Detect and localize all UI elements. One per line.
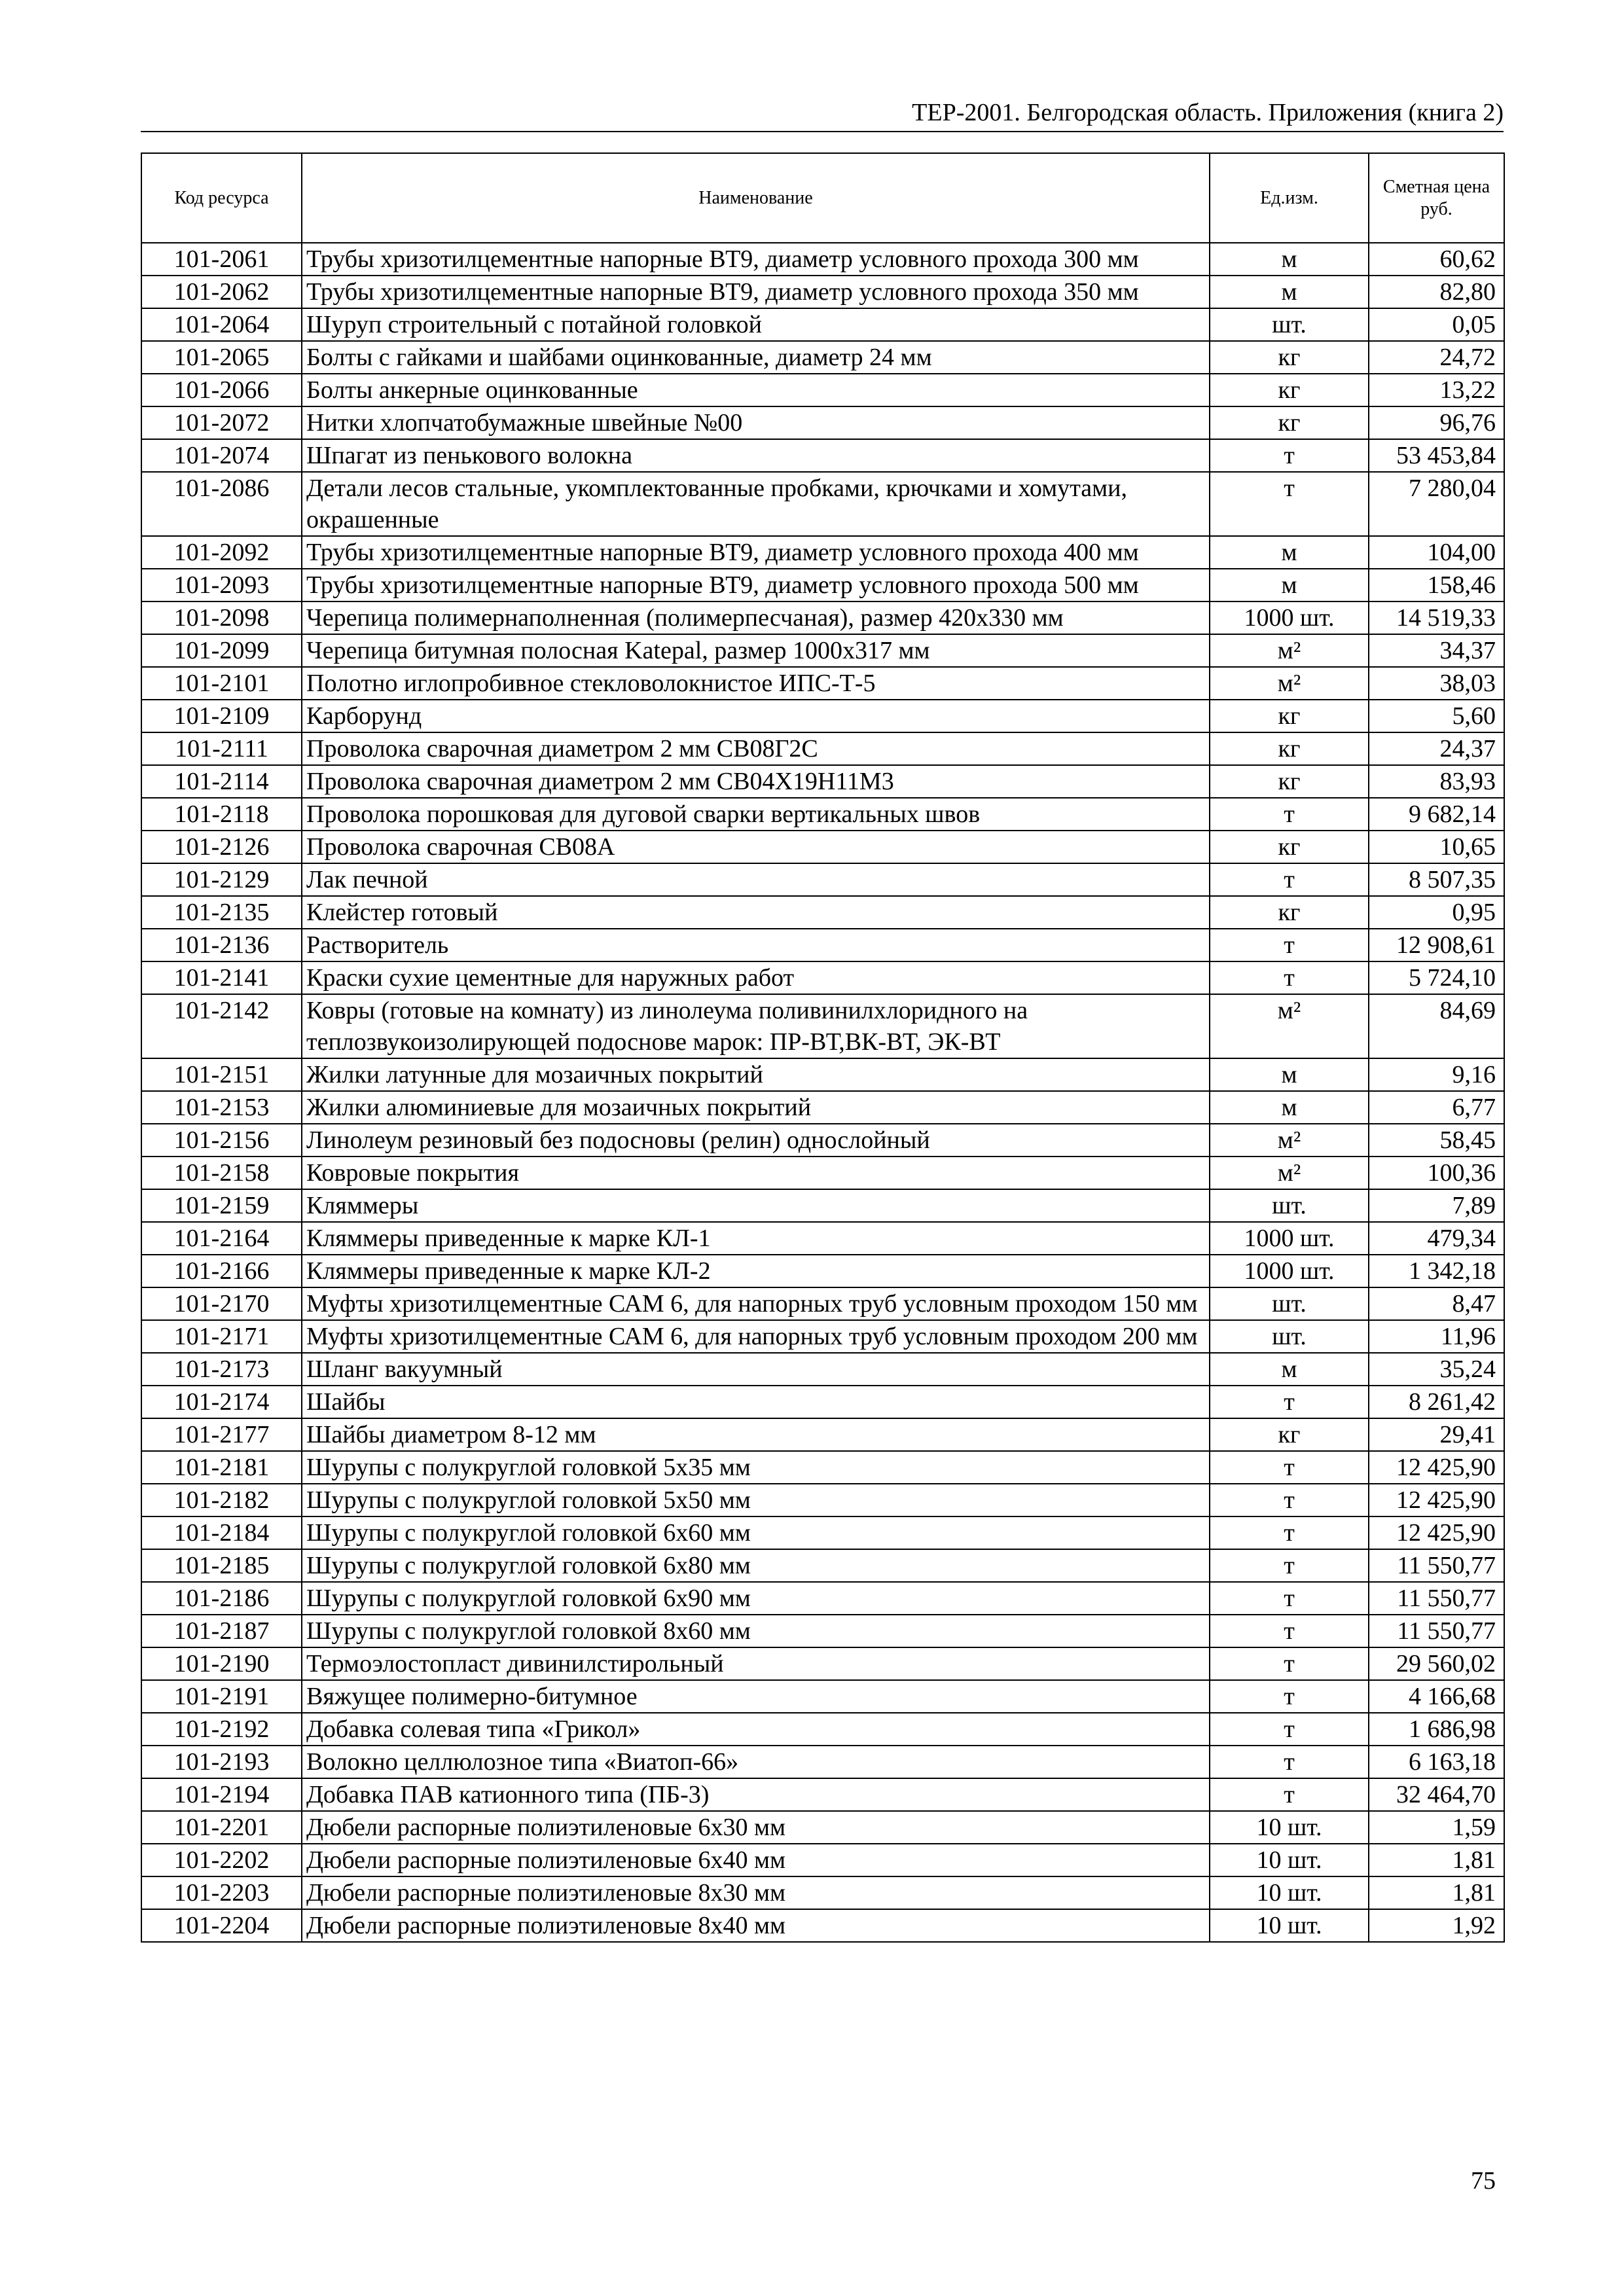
cell-price: 100,36 xyxy=(1369,1157,1504,1189)
cell-unit: м xyxy=(1210,1091,1369,1124)
cell-unit: м xyxy=(1210,569,1369,601)
cell-unit: кг xyxy=(1210,374,1369,406)
table-row xyxy=(141,1909,1504,1942)
cell-price: 1,92 xyxy=(1369,1909,1504,1942)
cell-unit: шт. xyxy=(1210,1320,1369,1353)
cell-price: 0,95 xyxy=(1369,896,1504,929)
cell-name: Трубы хризотилцементные напорные ВТ9, диаметр условного прохода 400 мм xyxy=(302,536,1210,569)
table-row xyxy=(141,1713,1504,1746)
cell-name: Лак печной xyxy=(302,863,1210,896)
cell-name: Проволока сварочная диаметром 2 мм СВ08Г2С xyxy=(302,732,1210,765)
cell-price: 4 166,68 xyxy=(1369,1680,1504,1713)
cell-name: Жилки алюминиевые для мозаичных покрытий xyxy=(302,1091,1210,1124)
table-row xyxy=(141,1516,1504,1549)
table-row xyxy=(141,667,1504,700)
cell-name: Болты анкерные оцинкованные xyxy=(302,374,1210,406)
cell-unit: т xyxy=(1210,1516,1369,1549)
cell-unit: кг xyxy=(1210,406,1369,439)
cell-price: 14 519,33 xyxy=(1369,601,1504,634)
table-row xyxy=(141,1287,1504,1320)
cell-price: 1,81 xyxy=(1369,1876,1504,1909)
cell-code: 101-2151 xyxy=(141,1058,302,1091)
cell-unit: т xyxy=(1210,1615,1369,1647)
cell-name: Краски сухие цементные для наружных работ xyxy=(302,961,1210,994)
cell-name: Детали лесов стальные, укомплектованные пробками, крючками и хомутами, окрашенные xyxy=(302,472,1210,536)
cell-price: 12 425,90 xyxy=(1369,1451,1504,1484)
cell-code: 101-2114 xyxy=(141,765,302,798)
cell-price: 60,62 xyxy=(1369,243,1504,276)
cell-unit: т xyxy=(1210,1713,1369,1746)
cell-code: 101-2062 xyxy=(141,276,302,308)
table-row xyxy=(141,276,1504,308)
table-row xyxy=(141,798,1504,831)
cell-price: 9 682,14 xyxy=(1369,798,1504,831)
cell-price: 11,96 xyxy=(1369,1320,1504,1353)
table-row xyxy=(141,863,1504,896)
price-table xyxy=(141,152,1505,1943)
cell-unit: кг xyxy=(1210,896,1369,929)
cell-code: 101-2203 xyxy=(141,1876,302,1909)
cell-name: Волокно целлюлозное типа «Виатоп-66» xyxy=(302,1746,1210,1778)
cell-unit: т xyxy=(1210,798,1369,831)
cell-price: 1 342,18 xyxy=(1369,1255,1504,1287)
cell-name: Шланг вакуумный xyxy=(302,1353,1210,1386)
cell-name: Шурупы с полукруглой головкой 5х50 мм xyxy=(302,1484,1210,1516)
cell-code: 101-2192 xyxy=(141,1713,302,1746)
cell-name: Шурупы с полукруглой головкой 5х35 мм xyxy=(302,1451,1210,1484)
cell-name: Шуруп строительный с потайной головкой xyxy=(302,308,1210,341)
table-row xyxy=(141,1222,1504,1255)
cell-name: Вяжущее полимерно-битумное xyxy=(302,1680,1210,1713)
cell-unit: кг xyxy=(1210,1418,1369,1451)
cell-code: 101-2129 xyxy=(141,863,302,896)
cell-name: Кляммеры приведенные к марке КЛ-1 xyxy=(302,1222,1210,1255)
table-row xyxy=(141,1811,1504,1844)
cell-code: 101-2153 xyxy=(141,1091,302,1124)
cell-code: 101-2118 xyxy=(141,798,302,831)
cell-price: 29,41 xyxy=(1369,1418,1504,1451)
cell-name: Жилки латунные для мозаичных покрытий xyxy=(302,1058,1210,1091)
cell-name: Муфты хризотилцементные САМ 6, для напорных труб условным проходом 200 мм xyxy=(302,1320,1210,1353)
table-row xyxy=(141,536,1504,569)
cell-name: Трубы хризотилцементные напорные ВТ9, диаметр условного прохода 500 мм xyxy=(302,569,1210,601)
cell-code: 101-2126 xyxy=(141,831,302,863)
cell-name: Термоэлостопласт дивинилстирольный xyxy=(302,1647,1210,1680)
cell-name: Дюбели распорные полиэтиленовые 6х40 мм xyxy=(302,1844,1210,1876)
cell-code: 101-2141 xyxy=(141,961,302,994)
table-row xyxy=(141,406,1504,439)
cell-name: Кляммеры xyxy=(302,1189,1210,1222)
cell-unit: м xyxy=(1210,243,1369,276)
cell-price: 13,22 xyxy=(1369,374,1504,406)
cell-price: 34,37 xyxy=(1369,634,1504,667)
cell-code: 101-2093 xyxy=(141,569,302,601)
cell-code: 101-2065 xyxy=(141,341,302,374)
table-row xyxy=(141,1058,1504,1091)
cell-name: Линолеум резиновый без подосновы (релин) однослойный xyxy=(302,1124,1210,1157)
cell-unit: 10 шт. xyxy=(1210,1811,1369,1844)
price-table-container xyxy=(141,152,1504,1943)
table-row xyxy=(141,831,1504,863)
table-row xyxy=(141,341,1504,374)
running-header: ТЕР-2001. Белгородская область. Приложения (книга 2) xyxy=(912,99,1504,126)
table-row xyxy=(141,961,1504,994)
cell-code: 101-2098 xyxy=(141,601,302,634)
cell-name: Карборунд xyxy=(302,700,1210,732)
cell-unit: т xyxy=(1210,1549,1369,1582)
cell-unit: шт. xyxy=(1210,1189,1369,1222)
cell-price: 104,00 xyxy=(1369,536,1504,569)
cell-unit: м² xyxy=(1210,667,1369,700)
cell-unit: 1000 шт. xyxy=(1210,1222,1369,1255)
cell-price: 10,65 xyxy=(1369,831,1504,863)
table-row xyxy=(141,1680,1504,1713)
cell-name: Шурупы с полукруглой головкой 6х90 мм xyxy=(302,1582,1210,1615)
cell-unit: кг xyxy=(1210,765,1369,798)
cell-unit: м² xyxy=(1210,994,1369,1058)
cell-name: Дюбели распорные полиэтиленовые 8х30 мм xyxy=(302,1876,1210,1909)
cell-code: 101-2186 xyxy=(141,1582,302,1615)
table-row xyxy=(141,374,1504,406)
table-row xyxy=(141,1549,1504,1582)
cell-unit: т xyxy=(1210,1386,1369,1418)
cell-code: 101-2156 xyxy=(141,1124,302,1157)
cell-unit: кг xyxy=(1210,732,1369,765)
cell-code: 101-2064 xyxy=(141,308,302,341)
table-row xyxy=(141,1451,1504,1484)
cell-name: Добавка ПАВ катионного типа (ПБ-3) xyxy=(302,1778,1210,1811)
table-row xyxy=(141,1778,1504,1811)
cell-unit: т xyxy=(1210,439,1369,472)
cell-code: 101-2171 xyxy=(141,1320,302,1353)
cell-name: Нитки хлопчатобумажные швейные №00 xyxy=(302,406,1210,439)
cell-price: 6,77 xyxy=(1369,1091,1504,1124)
cell-price: 58,45 xyxy=(1369,1124,1504,1157)
cell-name: Ковры (готовые на комнату) из линолеума поливинилхлоридного на теплозвукоизолирующей подоснове марок: ПР-ВТ,ВК-ВТ, ЭК-ВТ xyxy=(302,994,1210,1058)
cell-price: 1 686,98 xyxy=(1369,1713,1504,1746)
cell-code: 101-2061 xyxy=(141,243,302,276)
cell-code: 101-2086 xyxy=(141,472,302,536)
cell-price: 29 560,02 xyxy=(1369,1647,1504,1680)
cell-name: Полотно иглопробивное стекловолокнистое ИПС-Т-5 xyxy=(302,667,1210,700)
table-row xyxy=(141,765,1504,798)
cell-code: 101-2109 xyxy=(141,700,302,732)
table-row xyxy=(141,1647,1504,1680)
cell-price: 84,69 xyxy=(1369,994,1504,1058)
cell-price: 82,80 xyxy=(1369,276,1504,308)
cell-price: 12 425,90 xyxy=(1369,1484,1504,1516)
table-row xyxy=(141,929,1504,961)
cell-price: 24,72 xyxy=(1369,341,1504,374)
cell-code: 101-2164 xyxy=(141,1222,302,1255)
cell-code: 101-2191 xyxy=(141,1680,302,1713)
cell-price: 1,81 xyxy=(1369,1844,1504,1876)
cell-unit: 10 шт. xyxy=(1210,1909,1369,1942)
cell-code: 101-2204 xyxy=(141,1909,302,1942)
cell-price: 5,60 xyxy=(1369,700,1504,732)
cell-price: 158,46 xyxy=(1369,569,1504,601)
cell-code: 101-2072 xyxy=(141,406,302,439)
cell-code: 101-2187 xyxy=(141,1615,302,1647)
cell-unit: т xyxy=(1210,1680,1369,1713)
column-header-code: Код ресурса xyxy=(141,153,302,243)
table-row xyxy=(141,1255,1504,1287)
cell-name: Проволока порошковая для дуговой сварки вертикальных швов xyxy=(302,798,1210,831)
cell-name: Шпагат из пенькового волокна xyxy=(302,439,1210,472)
cell-price: 35,24 xyxy=(1369,1353,1504,1386)
cell-name: Проволока сварочная диаметром 2 мм СВ04Х19Н11М3 xyxy=(302,765,1210,798)
table-row xyxy=(141,1484,1504,1516)
cell-code: 101-2135 xyxy=(141,896,302,929)
table-row xyxy=(141,601,1504,634)
cell-name: Шурупы с полукруглой головкой 6х80 мм xyxy=(302,1549,1210,1582)
cell-unit: т xyxy=(1210,1746,1369,1778)
cell-price: 32 464,70 xyxy=(1369,1778,1504,1811)
table-row xyxy=(141,1844,1504,1876)
table-body xyxy=(141,243,1504,1942)
cell-name: Ковровые покрытия xyxy=(302,1157,1210,1189)
cell-price: 7 280,04 xyxy=(1369,472,1504,536)
cell-price: 96,76 xyxy=(1369,406,1504,439)
cell-code: 101-2174 xyxy=(141,1386,302,1418)
table-row xyxy=(141,1386,1504,1418)
cell-code: 101-2136 xyxy=(141,929,302,961)
column-header-name: Наименование xyxy=(302,153,1210,243)
cell-code: 101-2193 xyxy=(141,1746,302,1778)
cell-price: 479,34 xyxy=(1369,1222,1504,1255)
cell-name: Шайбы xyxy=(302,1386,1210,1418)
cell-code: 101-2101 xyxy=(141,667,302,700)
cell-unit: 10 шт. xyxy=(1210,1844,1369,1876)
cell-code: 101-2142 xyxy=(141,994,302,1058)
cell-unit: кг xyxy=(1210,700,1369,732)
cell-code: 101-2066 xyxy=(141,374,302,406)
cell-price: 0,05 xyxy=(1369,308,1504,341)
cell-price: 11 550,77 xyxy=(1369,1549,1504,1582)
cell-price: 6 163,18 xyxy=(1369,1746,1504,1778)
cell-unit: м xyxy=(1210,276,1369,308)
table-row xyxy=(141,1353,1504,1386)
cell-unit: 1000 шт. xyxy=(1210,601,1369,634)
cell-unit: 10 шт. xyxy=(1210,1876,1369,1909)
table-row xyxy=(141,243,1504,276)
cell-unit: шт. xyxy=(1210,1287,1369,1320)
cell-unit: т xyxy=(1210,1778,1369,1811)
cell-name: Муфты хризотилцементные САМ 6, для напорных труб условным проходом 150 мм xyxy=(302,1287,1210,1320)
cell-code: 101-2074 xyxy=(141,439,302,472)
cell-price: 8 261,42 xyxy=(1369,1386,1504,1418)
cell-code: 101-2099 xyxy=(141,634,302,667)
cell-unit: шт. xyxy=(1210,308,1369,341)
column-header-price: Сметная цена руб. xyxy=(1369,153,1504,243)
table-row xyxy=(141,1582,1504,1615)
cell-price: 38,03 xyxy=(1369,667,1504,700)
cell-price: 1,59 xyxy=(1369,1811,1504,1844)
cell-code: 101-2173 xyxy=(141,1353,302,1386)
cell-name: Растворитель xyxy=(302,929,1210,961)
cell-code: 101-2092 xyxy=(141,536,302,569)
cell-price: 11 550,77 xyxy=(1369,1615,1504,1647)
cell-name: Добавка солевая типа «Грикол» xyxy=(302,1713,1210,1746)
table-row xyxy=(141,634,1504,667)
cell-code: 101-2202 xyxy=(141,1844,302,1876)
cell-name: Трубы хризотилцементные напорные ВТ9, диаметр условного прохода 300 мм xyxy=(302,243,1210,276)
table-row xyxy=(141,569,1504,601)
cell-price: 24,37 xyxy=(1369,732,1504,765)
cell-unit: м xyxy=(1210,1058,1369,1091)
header-rule xyxy=(141,131,1504,132)
cell-price: 8,47 xyxy=(1369,1287,1504,1320)
cell-unit: т xyxy=(1210,1451,1369,1484)
cell-name: Болты с гайками и шайбами оцинкованные, диаметр 24 мм xyxy=(302,341,1210,374)
cell-price: 12 908,61 xyxy=(1369,929,1504,961)
cell-code: 101-2184 xyxy=(141,1516,302,1549)
cell-unit: т xyxy=(1210,1582,1369,1615)
table-row xyxy=(141,1091,1504,1124)
table-row xyxy=(141,472,1504,536)
cell-unit: т xyxy=(1210,929,1369,961)
cell-price: 83,93 xyxy=(1369,765,1504,798)
cell-code: 101-2181 xyxy=(141,1451,302,1484)
cell-code: 101-2111 xyxy=(141,732,302,765)
table-row xyxy=(141,308,1504,341)
cell-name: Черепица полимернаполненная (полимерпесчаная), размер 420х330 мм xyxy=(302,601,1210,634)
cell-unit: т xyxy=(1210,472,1369,536)
cell-code: 101-2190 xyxy=(141,1647,302,1680)
cell-price: 12 425,90 xyxy=(1369,1516,1504,1549)
page-number: 75 xyxy=(1471,2167,1496,2195)
cell-code: 101-2166 xyxy=(141,1255,302,1287)
cell-unit: кг xyxy=(1210,831,1369,863)
cell-name: Дюбели распорные полиэтиленовые 6х30 мм xyxy=(302,1811,1210,1844)
table-row xyxy=(141,896,1504,929)
cell-code: 101-2159 xyxy=(141,1189,302,1222)
cell-unit: м² xyxy=(1210,1157,1369,1189)
table-row xyxy=(141,1157,1504,1189)
cell-name: Шайбы диаметром 8-12 мм xyxy=(302,1418,1210,1451)
cell-unit: м² xyxy=(1210,634,1369,667)
table-row xyxy=(141,1189,1504,1222)
cell-unit: м xyxy=(1210,536,1369,569)
table-row xyxy=(141,1418,1504,1451)
cell-code: 101-2185 xyxy=(141,1549,302,1582)
cell-code: 101-2182 xyxy=(141,1484,302,1516)
table-row xyxy=(141,732,1504,765)
cell-name: Дюбели распорные полиэтиленовые 8х40 мм xyxy=(302,1909,1210,1942)
table-row xyxy=(141,994,1504,1058)
cell-code: 101-2170 xyxy=(141,1287,302,1320)
cell-name: Кляммеры приведенные к марке КЛ-2 xyxy=(302,1255,1210,1287)
cell-unit: кг xyxy=(1210,341,1369,374)
table-row xyxy=(141,1746,1504,1778)
cell-unit: 1000 шт. xyxy=(1210,1255,1369,1287)
cell-price: 11 550,77 xyxy=(1369,1582,1504,1615)
cell-name: Трубы хризотилцементные напорные ВТ9, диаметр условного прохода 350 мм xyxy=(302,276,1210,308)
cell-unit: т xyxy=(1210,863,1369,896)
cell-code: 101-2177 xyxy=(141,1418,302,1451)
cell-price: 5 724,10 xyxy=(1369,961,1504,994)
cell-code: 101-2194 xyxy=(141,1778,302,1811)
cell-name: Шурупы с полукруглой головкой 6х60 мм xyxy=(302,1516,1210,1549)
table-row xyxy=(141,1124,1504,1157)
cell-price: 53 453,84 xyxy=(1369,439,1504,472)
cell-price: 7,89 xyxy=(1369,1189,1504,1222)
table-row xyxy=(141,1320,1504,1353)
cell-unit: т xyxy=(1210,961,1369,994)
cell-unit: т xyxy=(1210,1484,1369,1516)
column-header-unit: Ед.изм. xyxy=(1210,153,1369,243)
cell-price: 9,16 xyxy=(1369,1058,1504,1091)
cell-name: Шурупы с полукруглой головкой 8х60 мм xyxy=(302,1615,1210,1647)
cell-unit: м xyxy=(1210,1353,1369,1386)
table-row xyxy=(141,1615,1504,1647)
cell-code: 101-2158 xyxy=(141,1157,302,1189)
cell-name: Клейстер готовый xyxy=(302,896,1210,929)
cell-name: Черепица битумная полосная Katepal, размер 1000х317 мм xyxy=(302,634,1210,667)
cell-code: 101-2201 xyxy=(141,1811,302,1844)
cell-unit: м² xyxy=(1210,1124,1369,1157)
table-header-row xyxy=(141,153,1504,243)
table-row xyxy=(141,1876,1504,1909)
table-row xyxy=(141,439,1504,472)
cell-price: 8 507,35 xyxy=(1369,863,1504,896)
table-row xyxy=(141,700,1504,732)
cell-unit: т xyxy=(1210,1647,1369,1680)
cell-name: Проволока сварочная СВ08А xyxy=(302,831,1210,863)
